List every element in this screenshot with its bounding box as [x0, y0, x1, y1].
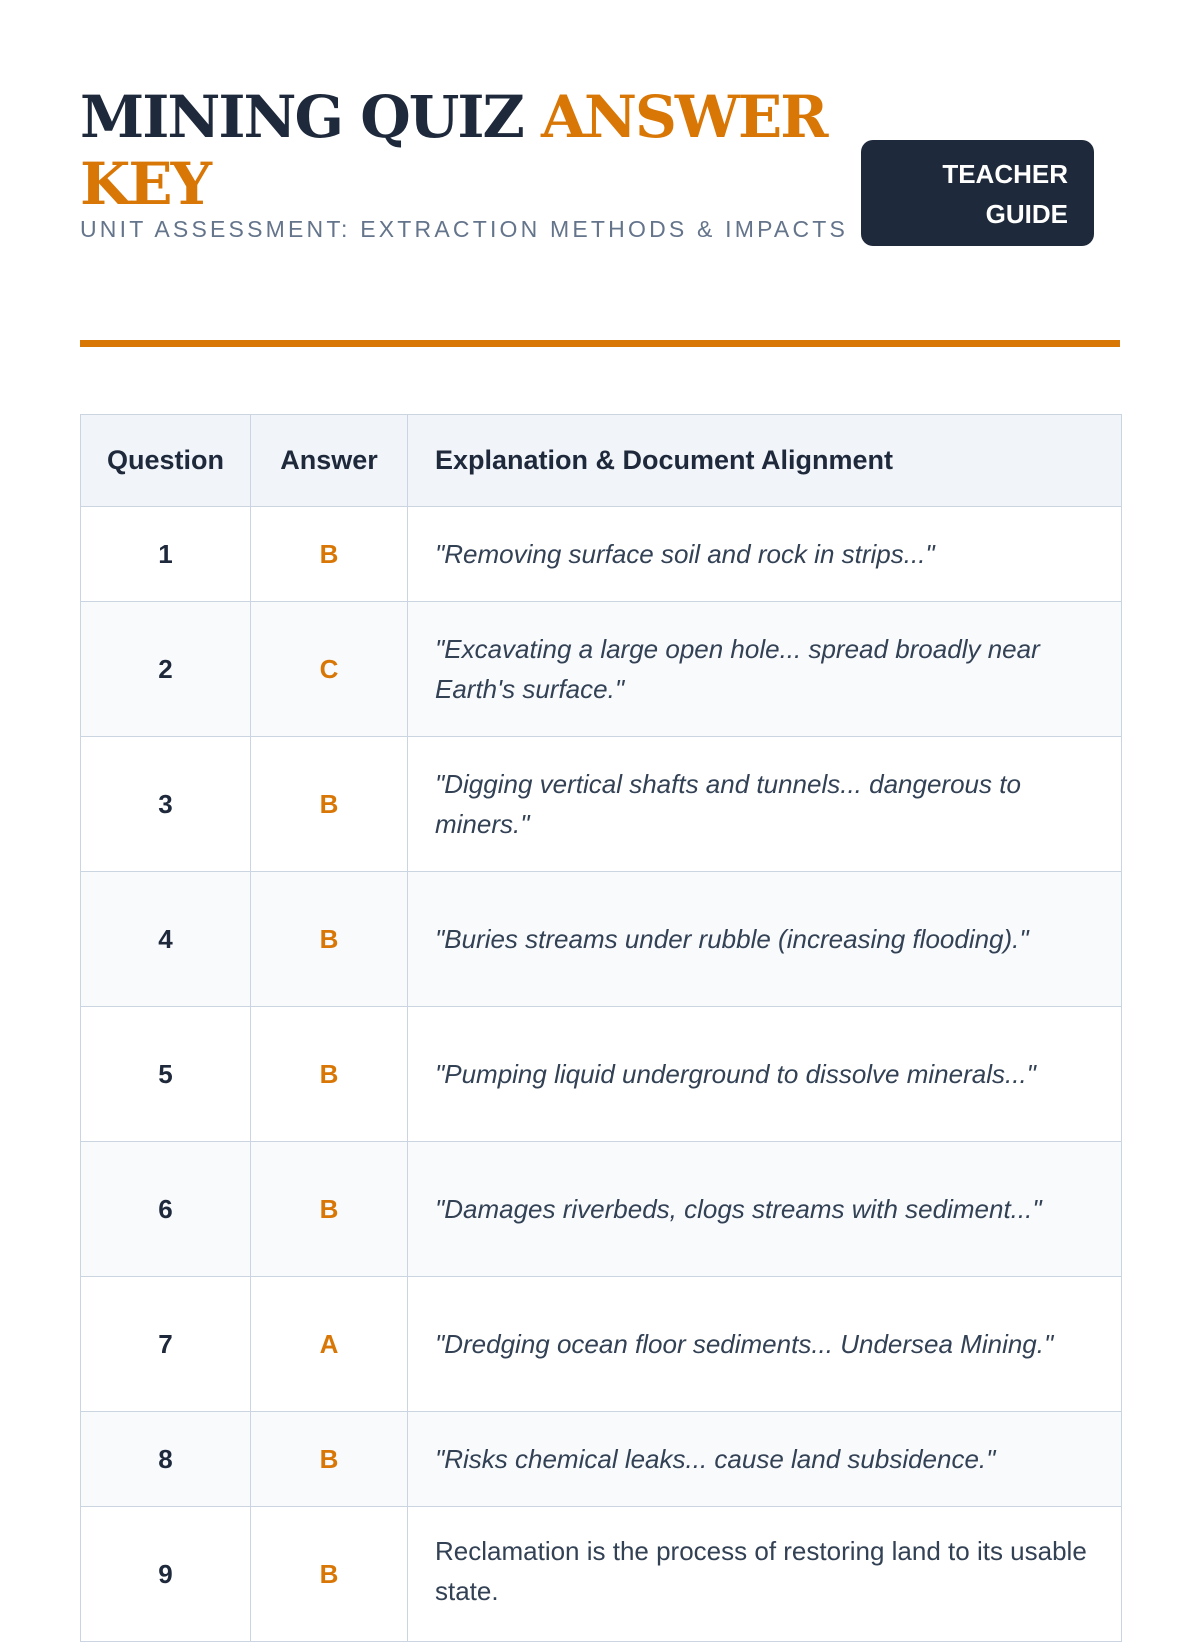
question-number: 1: [81, 507, 251, 602]
answer-letter: B: [251, 1412, 408, 1507]
header-question: Question: [81, 415, 251, 507]
page-header: [80, 80, 1120, 260]
question-number: 6: [81, 1142, 251, 1277]
explanation: "Buries streams under rubble (increasing flooding).": [408, 872, 1122, 1007]
teacher-guide-badge: TEACHER GUIDE: [861, 140, 1094, 246]
table-row: [81, 507, 1122, 602]
table-row: [81, 1277, 1122, 1412]
question-number: 8: [81, 1412, 251, 1507]
table-row: [81, 1142, 1122, 1277]
question-number: 4: [81, 872, 251, 1007]
explanation: "Pumping liquid underground to dissolve minerals...": [408, 1007, 1122, 1142]
explanation: "Digging vertical shafts and tunnels... dangerous to miners.": [408, 737, 1122, 872]
page-title: [80, 84, 860, 218]
explanation: "Removing surface soil and rock in strips...": [408, 507, 1122, 602]
answer-letter: B: [251, 737, 408, 872]
question-number: 2: [81, 602, 251, 737]
question-number: 7: [81, 1277, 251, 1412]
answer-letter: C: [251, 602, 408, 737]
answer-letter: B: [251, 507, 408, 602]
table-header-row: [81, 415, 1122, 507]
explanation: "Risks chemical leaks... cause land subsidence.": [408, 1412, 1122, 1507]
answer-key-table: [80, 414, 1122, 1642]
answer-letter: B: [251, 872, 408, 1007]
question-number: 3: [81, 737, 251, 872]
table-row: [81, 1412, 1122, 1507]
answer-letter: B: [251, 1142, 408, 1277]
page-subtitle: UNIT ASSESSMENT: EXTRACTION METHODS & IMPACTS: [80, 216, 849, 242]
header-answer: Answer: [251, 415, 408, 507]
answer-letter: B: [251, 1507, 408, 1642]
title-accent: ANSWER KEY: [80, 83, 827, 218]
explanation: "Dredging ocean floor sediments... Undersea Mining.": [408, 1277, 1122, 1412]
question-number: 5: [81, 1007, 251, 1142]
header-divider: [80, 340, 1120, 347]
table-row: [81, 602, 1122, 737]
question-number: 9: [81, 1507, 251, 1642]
header-explanation: Explanation & Document Alignment: [408, 415, 1122, 507]
explanation: Reclamation is the process of restoring land to its usable state.: [408, 1507, 1122, 1642]
table-row: [81, 1507, 1122, 1642]
explanation: "Excavating a large open hole... spread broadly near Earth's surface.": [408, 602, 1122, 737]
explanation: "Damages riverbeds, clogs streams with sediment...": [408, 1142, 1122, 1277]
title-main: MINING QUIZ: [80, 83, 541, 151]
table-row: [81, 872, 1122, 1007]
table-row: [81, 737, 1122, 872]
table-row: [81, 1007, 1122, 1142]
answer-letter: A: [251, 1277, 408, 1412]
answer-letter: B: [251, 1007, 408, 1142]
